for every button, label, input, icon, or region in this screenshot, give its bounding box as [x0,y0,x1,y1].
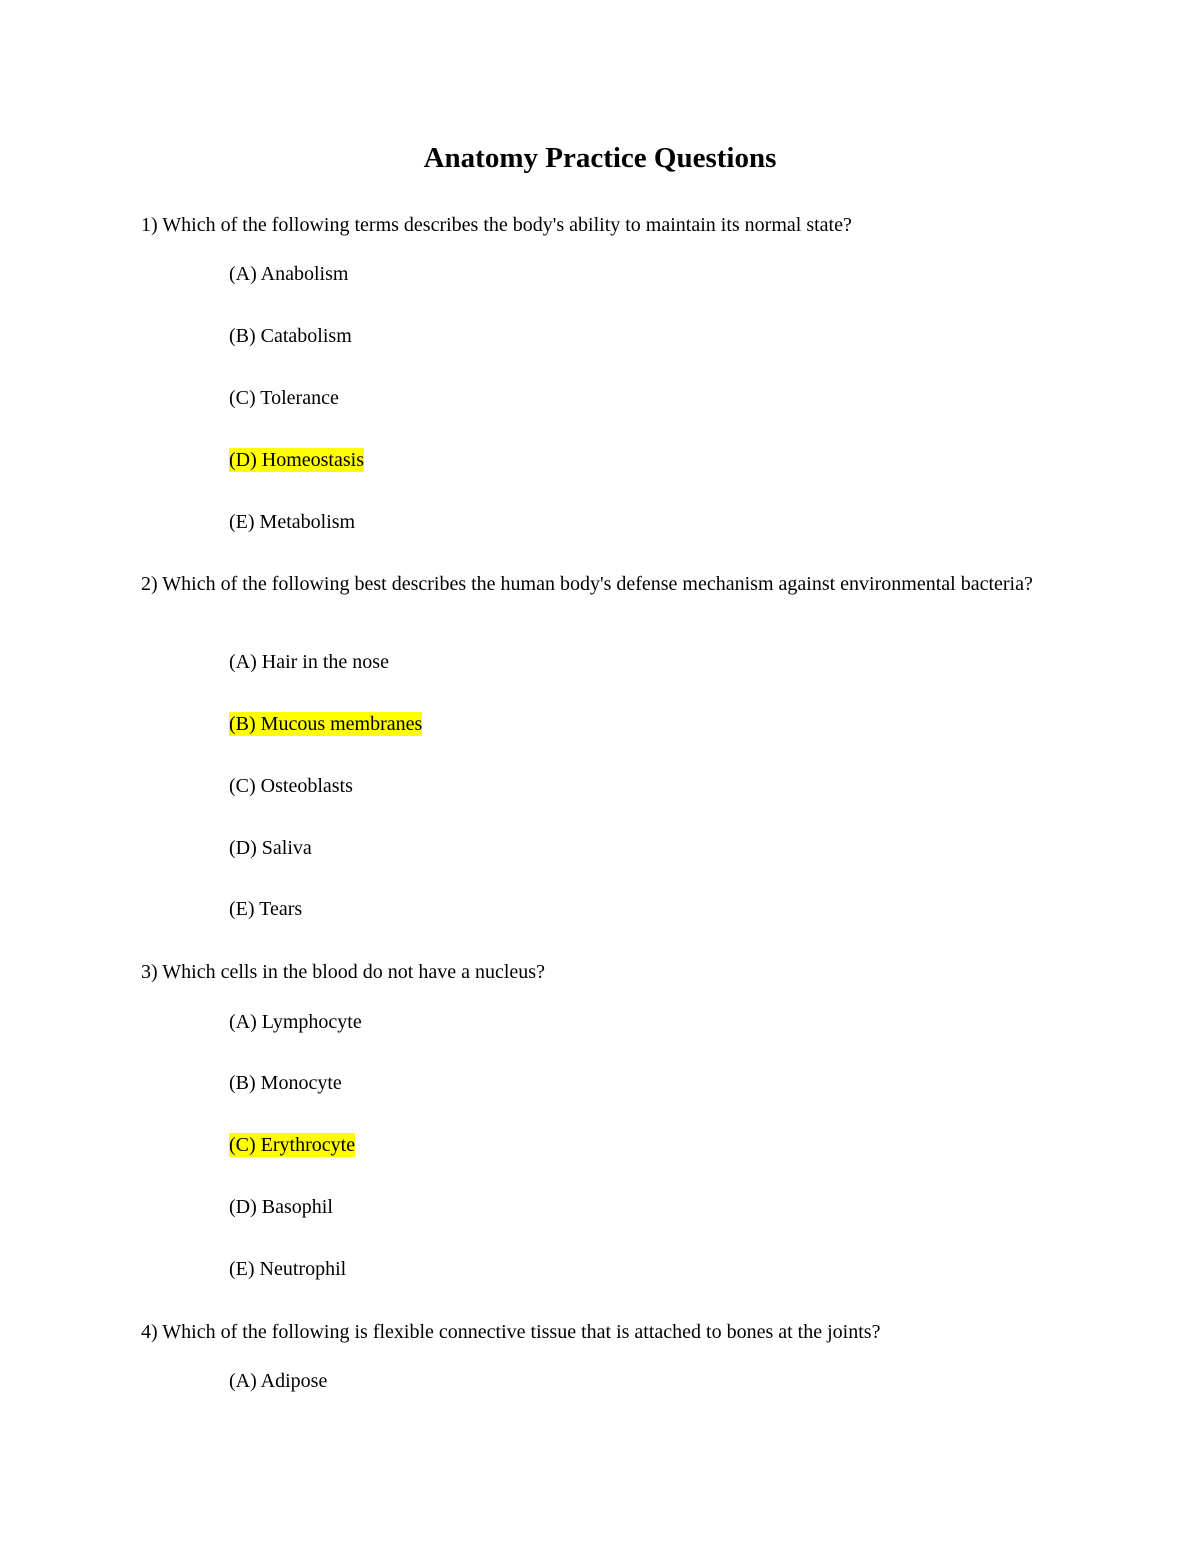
question-1-option-e: (E) Metabolism [229,511,356,533]
question-3-option-e: (E) Neutrophil [229,1258,347,1280]
question-4-text: 4) Which of the following is flexible connective tissue that is attached to bones at the joints? [141,1321,881,1343]
question-3-option-b: (B) Monocyte [229,1072,342,1094]
question-2-option-c: (C) Osteoblasts [229,775,353,797]
question-3-option-a: (A) Lymphocyte [229,1011,362,1033]
question-3-option-d: (D) Basophil [229,1196,333,1218]
question-1-option-c: (C) Tolerance [229,387,339,409]
answer-highlight: (D) Homeostasis [229,449,364,471]
question-2-option-e: (E) Tears [229,898,303,920]
answer-highlight: (B) Mucous membranes [229,713,423,735]
question-2-option-a: (A) Hair in the nose [229,651,389,673]
question-3-option-c [229,1131,355,1159]
question-3-text: 3) Which cells in the blood do not have a nucleus? [141,961,545,983]
question-1-text: 1) Which of the following terms describes the body's ability to maintain its normal state? [141,214,852,236]
question-4-option-a: (A) Adipose [229,1370,328,1392]
question-1-option-b: (B) Catabolism [229,325,352,347]
question-1-option-a: (A) Anabolism [229,263,349,285]
question-2-text: 2) Which of the following best describes the human body's defense mechanism against environmental bacteria? [141,573,1033,595]
question-2-option-d: (D) Saliva [229,837,312,859]
question-1-option-d [229,446,364,474]
document-title: Anatomy Practice Questions [423,142,777,174]
answer-highlight: (C) Erythrocyte [229,1134,356,1156]
question-2-option-b [229,710,422,738]
